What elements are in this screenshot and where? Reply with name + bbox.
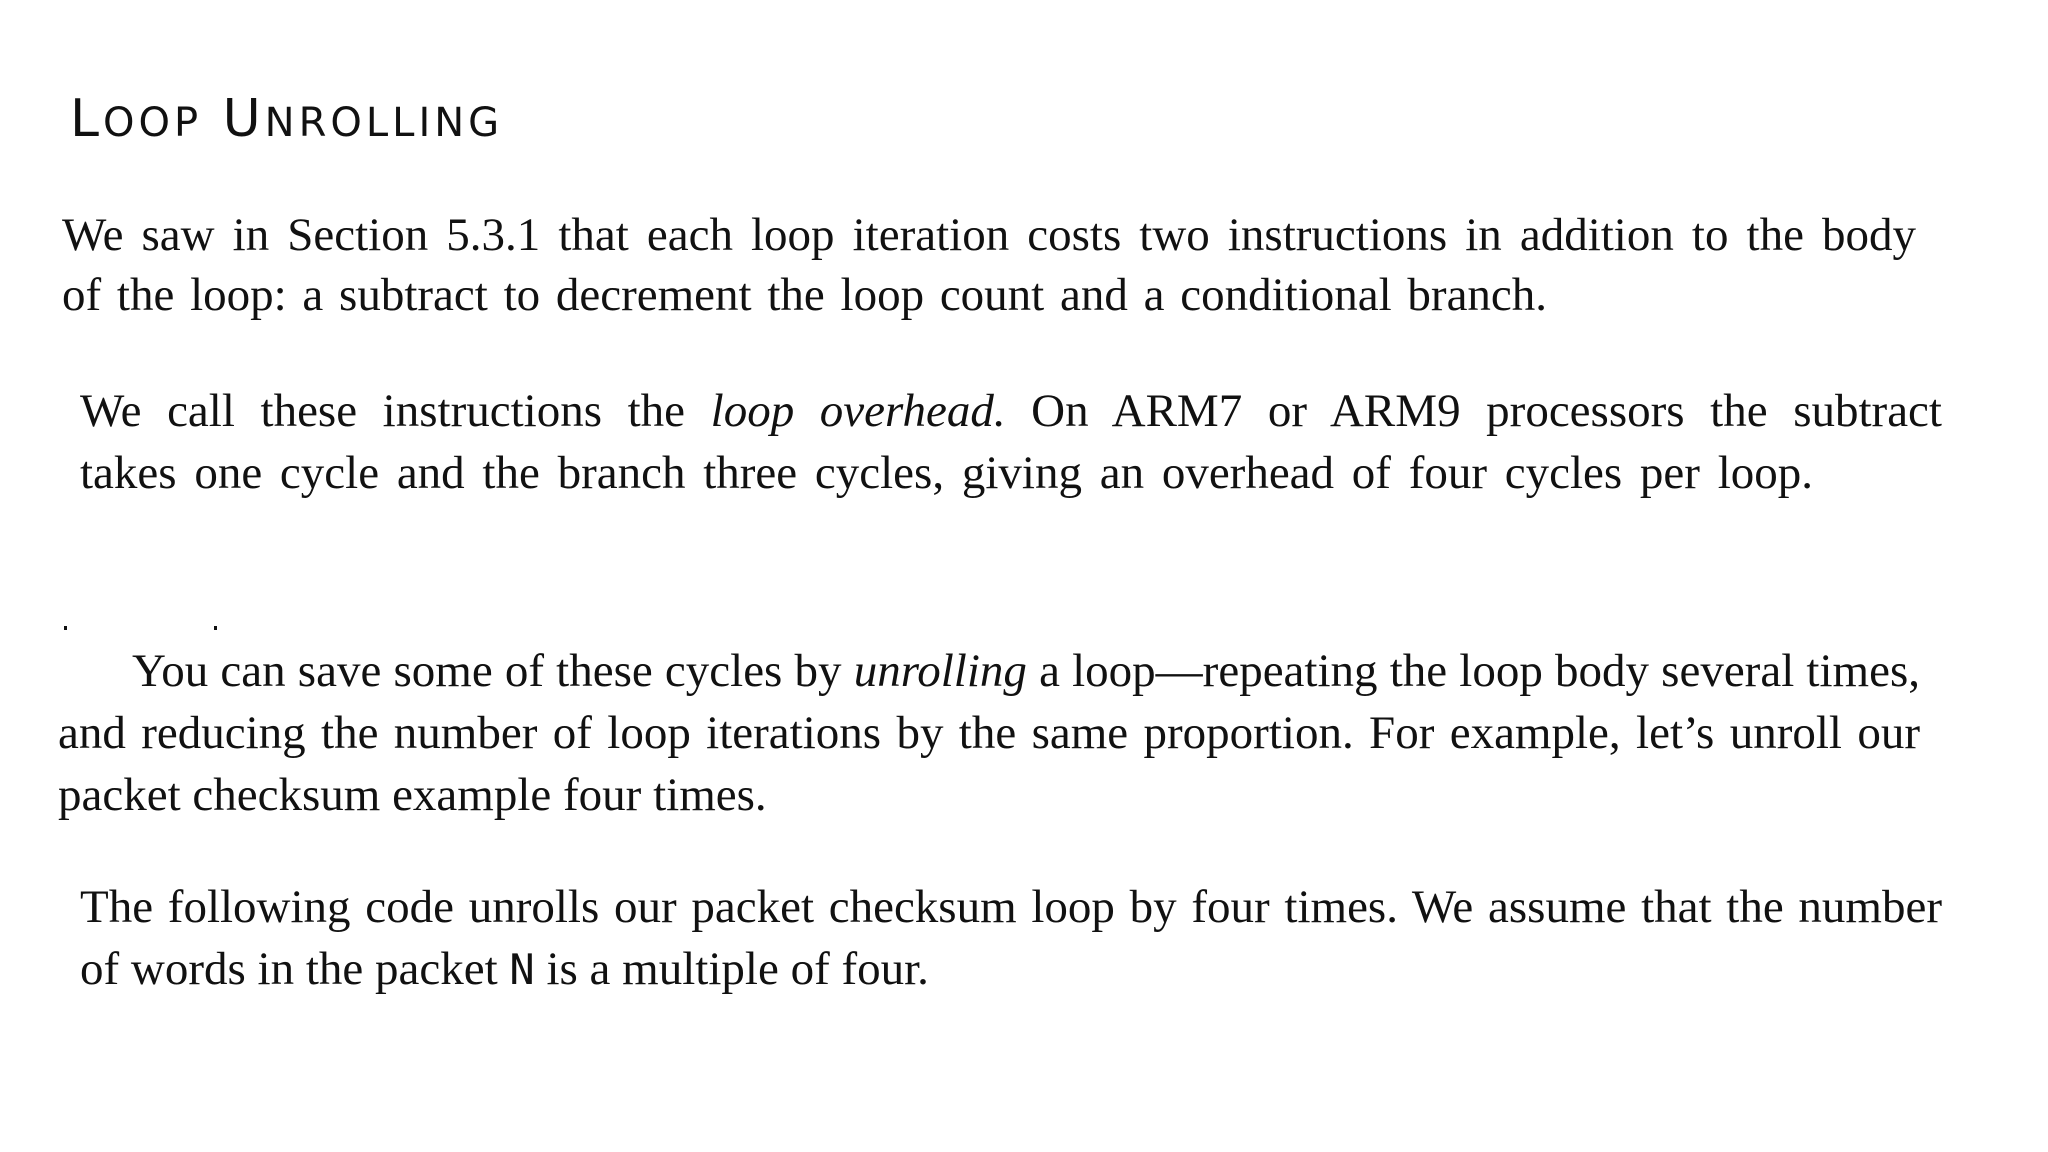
scan-mark [214,626,217,630]
heading-rest-nrolling: NROLLING [264,100,504,146]
heading-cap-u: U [222,89,265,149]
emphasis-loop-overhead: loop overhead. [710,385,1006,437]
heading-cap-l: L [70,89,103,149]
paragraph-following-code-after: is a multiple of four. [534,943,929,995]
paragraph-following-code-before: The following code unrolls our packet checksum loop by four times. We assume that the number of words in the packet [80,881,1942,995]
paragraph-following-code [80,876,1942,1001]
paragraph-unrolling [58,640,1920,826]
section-heading [70,88,503,154]
paragraph-loop-overhead-before: We call these instructions the [80,385,711,437]
heading-rest-oop: OOP [102,100,203,146]
paragraph-loop-overhead-after: On ARM7 or ARM9 processors the subtract takes one cycle and the branch three cycles, giving an overhead of four cycles per loop. [80,385,1942,499]
paragraph-loop-overhead [80,380,1942,504]
code-variable-n: N [509,945,535,994]
scan-mark [64,626,67,630]
paragraph-unrolling-before: You can save some of these cycles by [132,645,854,697]
paragraph-loop-cost: We saw in Section 5.3.1 that each loop iteration costs two instructions in addition to the body of the loop: a subtract to decrement the loop count and a conditional branch. [62,209,1916,321]
paragraph-unrolling-after: a loop—repeating the loop body several times, and reducing the number of loop iterations by the same proportion. For example, let’s unroll our packet checksum example four times. [58,645,1921,821]
emphasis-unrolling: unrolling [853,645,1027,697]
